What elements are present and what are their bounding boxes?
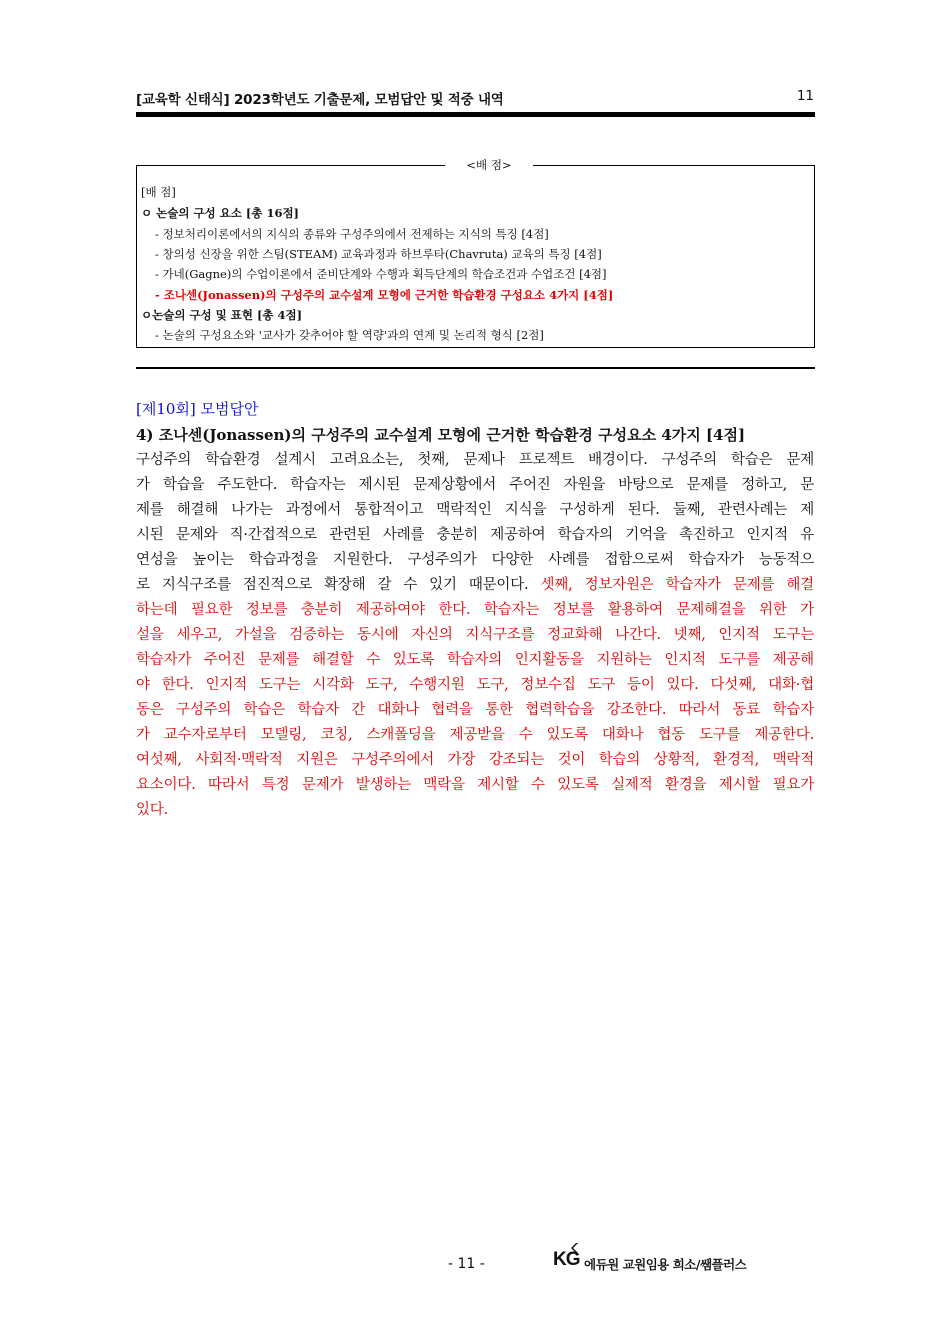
answer-line: 시된 문제와 직·간접적으로 관련된 사례를 충분히 제공하여 학습자의 기억을 촉진하고 인지적 유 <box>136 527 814 543</box>
answer-line-red: 하는데 필요한 정보를 충분히 제공하여야 한다. 학습자는 정보를 활용하여 문제해결을 위한 가 <box>136 602 814 618</box>
section-rule <box>136 367 815 369</box>
answer-body <box>136 448 814 823</box>
answer-line-red: 야 한다. 인지적 도구는 시각화 도구, 수행지원 도구, 정보수집 도구 등이 있다. 다섯째, 대화·협 <box>136 677 814 693</box>
header-title: [교육학 신태식] 2023학년도 기출문제, 모범답안 및 적중 내역 <box>136 92 504 108</box>
answer-line-mixed <box>136 573 814 598</box>
score-section-2: ㅇ논술의 구성 및 표현 [총 4점] <box>141 308 303 322</box>
answer-line-red: 있다. <box>136 802 169 818</box>
answer-line-red: 설을 세우고, 가설을 검증하는 동시에 자신의 지식구조를 정교화해 나간다. 넷째, 인지적 도구는 <box>136 627 814 643</box>
score-item-2: - 창의성 신장을 위한 스팀(STEAM) 교육과정과 하브루타(Chavruta) 교육의 특징 [4점] <box>155 247 602 261</box>
answer-text-black: 로 지식구조를 점진적으로 확장해 갈 수 있기 때문이다. <box>136 577 541 593</box>
section-title: [제10회] 모범답안 <box>136 400 259 418</box>
answer-line-red: 요소이다. 따라서 특정 문제가 발생하는 맥락을 제시할 수 있도록 실제적 환경을 제시할 필요가 <box>136 777 814 793</box>
answer-line: 구성주의 학습환경 설계시 고려요소는, 첫째, 문제나 프로젝트 배경이다. 구성주의 학습은 문제 <box>136 452 814 468</box>
answer-line: 연성을 높이는 학습과정을 지원한다. 구성주의가 다양한 사례를 접함으로써 학습자가 능동적으 <box>136 552 814 568</box>
score-box <box>136 158 815 348</box>
answer-line: 가 학습을 주도한다. 학습자는 제시된 문제상황에서 주어진 자원을 바탕으로 문제를 정하고, 문 <box>136 477 814 493</box>
score-item-5: - 논술의 구성요소와 '교사가 갖추어야 할 역량'과의 연계 및 논리적 형식 [2점] <box>155 328 544 342</box>
answer-line-red: 여섯째, 사회적·맥락적 지원은 구성주의에서 가장 강조되는 것이 학습의 상황적, 환경적, 맥락적 <box>136 752 814 768</box>
footer-page-number: - 11 - <box>448 1256 485 1272</box>
score-item-1: - 정보처리이론에서의 지식의 종류와 구성주의에서 전제하는 지식의 특징 [4점] <box>155 227 549 241</box>
score-box-caption: <배 점> <box>445 157 533 173</box>
score-item-3: - 가네(Gagne)의 수업이론에서 준비단계와 수행과 획득단계의 학습조건과 수업조건 [4점] <box>155 267 607 281</box>
answer-text-red: 셋째, 정보자원은 학습자가 문제를 해결 <box>540 577 814 593</box>
kg-logo-icon: KG <box>553 1249 580 1270</box>
header-page-number: 11 <box>796 88 814 104</box>
answer-line-red: 동은 구성주의 학습은 학습자 간 대화나 협력을 통한 협력학습을 강조한다. 따라서 동료 학습자 <box>136 702 814 718</box>
answer-line-red: 학습자가 주어진 문제를 해결할 수 있도록 학습자의 인지활동을 지원하는 인지적 도구를 제공해 <box>136 652 814 668</box>
question-title: 4) 조나센(Jonassen)의 구성주의 교수설계 모형에 근거한 학습환경 구성요소 4가지 [4점] <box>136 426 746 444</box>
footer-brand-text: 에듀원 교원임용 희소/쌤플러스 <box>584 1257 747 1272</box>
header-rule <box>136 112 815 117</box>
answer-line-red: 가 교수자로부터 모델링, 코칭, 스캐폴딩을 제공받을 수 있도록 대화나 협동 도구를 제공한다. <box>136 727 814 743</box>
score-item-4-highlighted: - 조나센(Jonassen)의 구성주의 교수설계 모형에 근거한 학습환경 구성요소 4가지 [4점] <box>155 288 614 302</box>
answer-line: 제를 해결해 나가는 과정에서 통합적이고 맥락적인 지식을 구성하게 된다. 둘째, 관련사례는 제 <box>136 502 814 518</box>
page-header <box>136 88 814 108</box>
score-section-1: ㅇ 논술의 구성 요소 [총 16점] <box>141 206 299 220</box>
score-heading: [배 점] <box>141 185 176 199</box>
